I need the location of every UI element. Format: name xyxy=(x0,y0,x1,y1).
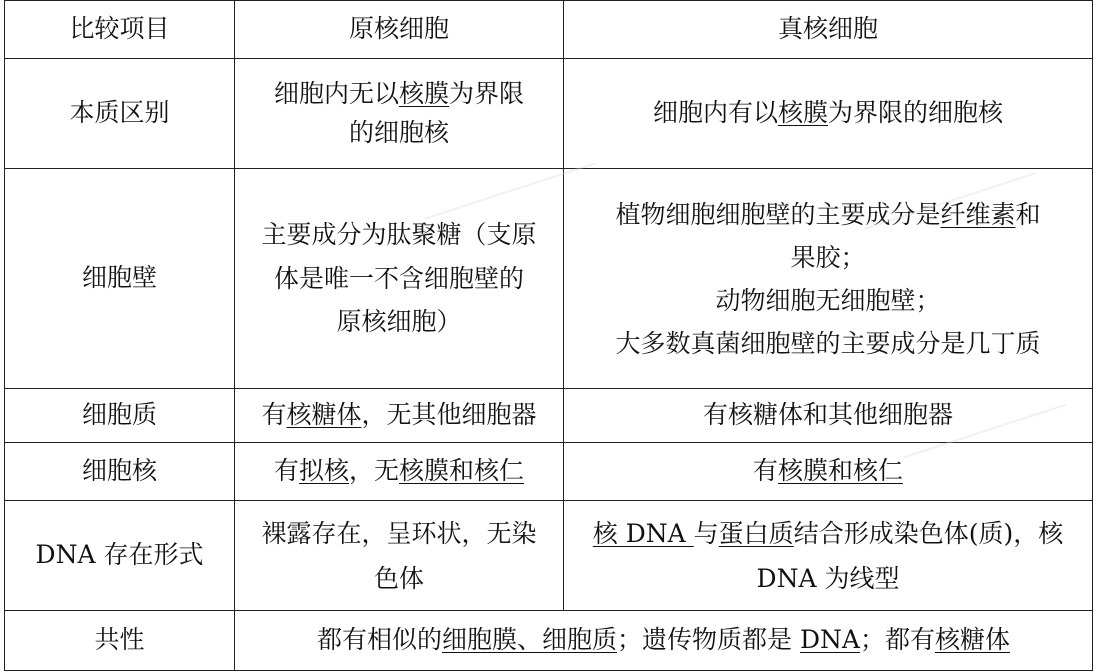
cell-cytoplasm-eukaryote: 有核糖体和其他细胞器 xyxy=(564,389,1093,443)
underlined-term: 核糖体 xyxy=(934,625,1010,655)
underlined-term: DNA xyxy=(799,625,860,655)
table-row-essence xyxy=(5,59,1093,169)
row-label-essence: 本质区别 xyxy=(5,59,235,169)
text-segment: 和 xyxy=(1015,199,1041,229)
cell-dna-prokaryote xyxy=(235,501,564,611)
table-header-row xyxy=(5,1,1093,59)
text-segment: 细胞内有以 xyxy=(652,98,778,128)
cell-wall-prokaryote xyxy=(235,169,564,389)
comparison-table xyxy=(4,0,1093,671)
cell-line xyxy=(574,511,1082,556)
text-segment: 植物细胞细胞壁的主要成分是 xyxy=(615,199,941,229)
underlined-term: 核膜和核仁 xyxy=(778,456,904,486)
underlined-term: 核膜和核仁 xyxy=(399,456,525,486)
cell-common xyxy=(235,611,1093,671)
cell-line: 动物细胞无细胞壁； xyxy=(715,285,941,315)
cell-essence-prokaryote xyxy=(235,59,564,169)
underlined-term: 蛋白质 xyxy=(718,518,794,548)
cell-nucleus-prokaryote xyxy=(235,443,564,501)
text-segment: ；都有 xyxy=(859,625,935,655)
cell-nucleus-eukaryote xyxy=(564,443,1093,501)
cell-line: DNA 为线型 xyxy=(756,563,900,593)
table-row-cell-wall xyxy=(5,169,1093,389)
cell-line: 裸露存在，呈环状，无染 xyxy=(261,518,537,548)
text-segment: 结合形成染色体(质)，核 xyxy=(793,518,1064,548)
underlined-term: 核糖体 xyxy=(286,400,362,430)
table-row-nucleus xyxy=(5,443,1093,501)
text-segment: 为界限的细胞核 xyxy=(828,98,1004,128)
row-label-nucleus: 细胞核 xyxy=(5,443,235,501)
underlined-term: 拟核 xyxy=(298,456,349,486)
text-segment: ，无 xyxy=(349,456,400,486)
table-row-cytoplasm xyxy=(5,389,1093,443)
row-label-common: 共性 xyxy=(5,611,235,671)
cell-line: 体是唯一不含细胞壁的 xyxy=(273,263,524,293)
text-segment: ，无其他细胞器 xyxy=(361,400,537,430)
text-segment: ；遗传物质都是 xyxy=(617,625,800,655)
text-segment: 细胞内无以 xyxy=(273,78,399,108)
text-segment: 有 xyxy=(752,456,778,486)
cell-wall-eukaryote xyxy=(564,169,1093,389)
underlined-term: 核 DNA xyxy=(592,518,694,548)
table-row-common xyxy=(5,611,1093,671)
cell-line: 原核细胞） xyxy=(336,307,462,337)
cell-line: 主要成分为肽聚糖（支原 xyxy=(261,219,537,249)
header-cell-eukaryote: 真核细胞 xyxy=(564,1,1093,59)
cell-dna-eukaryote xyxy=(564,501,1093,611)
header-cell-prokaryote: 原核细胞 xyxy=(235,1,564,59)
row-label-cytoplasm: 细胞质 xyxy=(5,389,235,443)
cell-line xyxy=(245,75,553,114)
cell-line: 色体 xyxy=(373,563,424,593)
underlined-term: 核膜 xyxy=(398,78,449,108)
table-row-dna-form xyxy=(5,501,1093,611)
cell-line: 大多数真菌细胞壁的主要成分是几丁质 xyxy=(615,328,1041,358)
text-segment: 有 xyxy=(261,400,287,430)
cell-line: 的细胞核 xyxy=(348,117,449,147)
cell-line xyxy=(574,193,1082,236)
underlined-term: 核膜 xyxy=(777,98,828,128)
text-segment: 为界限 xyxy=(449,78,525,108)
cell-line: 果胶； xyxy=(790,242,866,272)
row-label-dna-form: DNA 存在形式 xyxy=(5,501,235,611)
row-label-cell-wall: 细胞壁 xyxy=(5,169,235,389)
text-segment: 都有相似的 xyxy=(317,625,443,655)
text-segment: 与 xyxy=(693,518,719,548)
header-cell-item: 比较项目 xyxy=(5,1,235,59)
cell-cytoplasm-prokaryote xyxy=(235,389,564,443)
underlined-term: 纤维素 xyxy=(940,199,1016,229)
cell-essence-eukaryote xyxy=(564,59,1093,169)
underlined-term: 细胞膜、细胞质 xyxy=(442,625,618,655)
text-segment: 有 xyxy=(273,456,299,486)
